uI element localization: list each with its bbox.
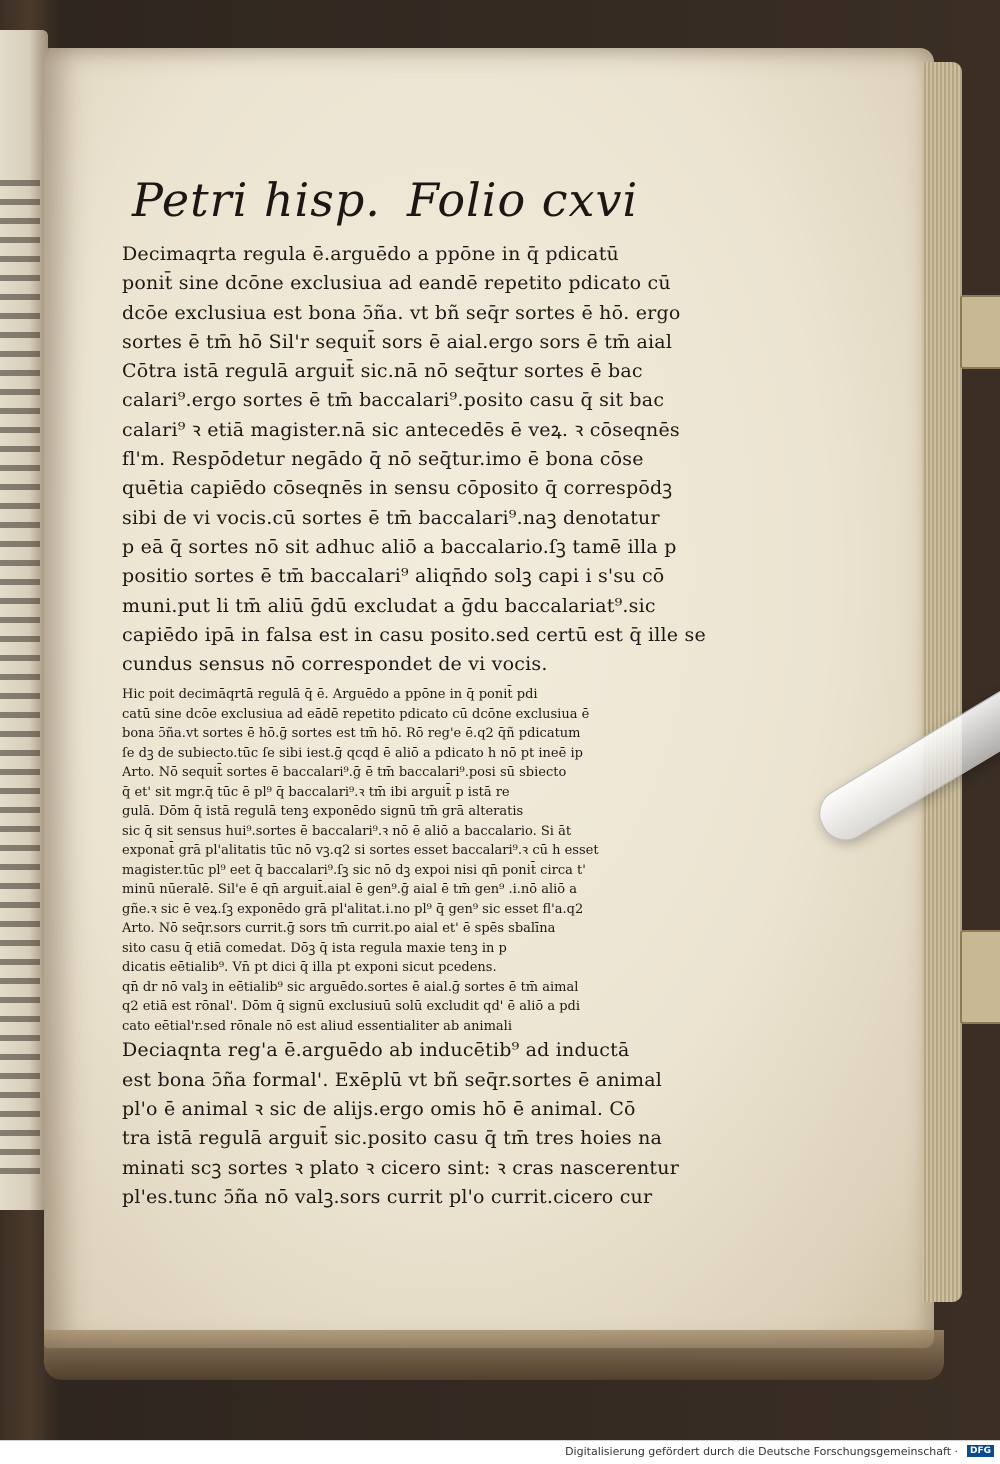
running-head-left: Petri hisp. — [132, 173, 381, 227]
text-line: quētia capiēdo cōseqnēs in sensu cōposito q̄ correspōdꝫ — [122, 477, 673, 500]
text-line: cato eētial'r.sed rōnale nō est aliud essentialiter ab animali — [122, 1018, 512, 1034]
text-line: p eā q̄ sortes nō sit adhuc aliō a baccalario.ſꝫ tamē illa p — [122, 535, 677, 558]
text-line: ponit̄ sine dcōne exclusiua ad eandē repetito pdicato cū — [122, 272, 671, 295]
text-line: calari⁹ ꝛ etiā magister.nā sic antecedēs ē veꝝ. ꝛ cōseqnēs — [122, 418, 680, 441]
text-line: minū nūeralē. Sil'e ē qn̄ arguit̄.aial ē gen⁹.ḡ aial ē tm̄ gen⁹ .i.nō aliō a — [122, 882, 578, 898]
text-line: capiēdo ipā in falsa est in casu posito.sed certū est q̄ ille se — [122, 623, 706, 646]
text-line: cundus sensus nō correspondet de vi vocis. — [122, 653, 548, 676]
text-line: magister.tūc pl⁹ eet q̄ baccalari⁹.ſꝫ sic nō dꝫ expoi nisi qn̄ ponit̄ circa t' — [122, 862, 586, 878]
text-line: qn̄ dr nō valꝫ in eētialib⁹ sic arguēdo.sortes ē aial.ḡ sortes ē tm̄ aimal — [122, 979, 579, 995]
text-line: dicatis eētialib⁹. Vn̄ pt dici q̄ illa pt exponi sicut pcedens. — [122, 960, 497, 976]
fore-edge — [922, 62, 962, 1302]
text-line: catū sine dcōe exclusiua ad eādē repetito pdicato cū dcōne exclusiua ē — [122, 706, 590, 722]
text-line: q2 etiā est rōnal'. Dōm q̄ signū exclusiuū solū excludit qd' ē aliō a pdi — [122, 999, 581, 1015]
text-line: ſe dꝫ de subiecto.tūc ſe sibi iest.ḡ qcqd ē aliō a pdicato h nō pt ineē ip — [122, 745, 583, 761]
clasp-bottom — [960, 930, 1000, 1024]
text-line: pl'es.tunc ɔ̄ña nō valꝫ.sors currit pl'o currit.cicero cur — [122, 1185, 653, 1208]
text-line: q̄ et' sit mgr.q̄ tūc ē pl⁹ q̄ baccalari⁹.ꝛ tm̄ ibi arguit̄ p istā re — [122, 784, 510, 800]
text-line: pl'o ē animal ꝛ sic de alijs.ergo omis hō ē animal. Cō — [122, 1098, 636, 1121]
text-line: Arto. Nō sequit̄ sortes ē baccalari⁹.ḡ ē tm̄ baccalari⁹.posi sū sbiecto — [122, 765, 567, 781]
text-line: sic q̄ sit sensus hui⁹.sortes ē baccalari⁹.ꝛ nō ē aliō a baccalario. Si āt — [122, 823, 572, 839]
text-line: est bona ɔ̄ña formal'. Exēplū vt bñ seq̄r.sortes ē animal — [122, 1068, 663, 1091]
text-line: positio sortes ē tm̄ baccalari⁹ aliqn̄do solꝫ capi i s'su cō — [122, 565, 665, 588]
commentary-small — [122, 685, 712, 1036]
text-line: gñe.ꝛ sic ē veꝝ.ſꝫ exponēdo grā pl'alitat.i.no pl⁹ q̄ gen⁹ sic esset fl'a.q2 — [122, 901, 584, 917]
text-line: fl'm. Respōdetur negādo q̄ nō seq̄tur.imo ē bona cōse — [122, 448, 644, 471]
text-block — [122, 170, 712, 1212]
text-line: Cōtra istā regulā arguit̄ sic.nā nō seq̄tur sortes ē bac — [122, 360, 643, 383]
funding-credit: Digitalisierung gefördert durch die Deutsche Forschungsgemeinschaft · — [565, 1445, 958, 1458]
text-line: bona ɔ̄ña.vt sortes ē hō.ḡ sortes est tm̄ hō. Rō reg'e ē.q2 q̄ñ pdicatum — [122, 726, 581, 742]
text-line: gulā. Dōm q̄ istā regulā tenꝫ exponēdo signū tm̄ grā alteratis — [122, 804, 524, 820]
text-line: Deciaqnta reg'a ē.arguēdo ab inducētib⁹ ad inductā — [122, 1039, 630, 1062]
text-line: minati scꝫ sortes ꝛ plato ꝛ cicero sint: ꝛ cras nascerentur — [122, 1156, 679, 1179]
text-line: tra istā regulā arguit̄ sic.posito casu q̄ tm̄ tres hoies na — [122, 1127, 663, 1150]
left-page-text-fragment — [0, 180, 40, 1180]
text-line: calari⁹.ergo sortes ē tm̄ baccalari⁹.posito casu q̄ sit bac — [122, 389, 665, 412]
text-line: sibi de vi vocis.cū sortes ē tm̄ baccalari⁹.naꝫ denotatur — [122, 506, 660, 529]
text-line: muni.put li tm̄ aliū ḡdū excludat a ḡdu baccalariat⁹.sic — [122, 594, 656, 617]
text-line: sortes ē tm̄ hō Sil'r sequit̄ sors ē aial.ergo sors ē tm̄ aial — [122, 330, 673, 353]
text-line: Arto. Nō seq̄r.sors currit.ḡ sors tm̄ currit.po aial et' ē spēs sbalīna — [122, 921, 556, 937]
left-page-edge — [0, 30, 48, 1210]
binding-bottom-edge — [44, 1330, 944, 1380]
paragraph-large-1 — [122, 240, 712, 679]
text-line: dcōe exclusiua est bona ɔ̄ña. vt bñ seq̄r sortes ē hō. ergo — [122, 301, 681, 324]
clasp-top — [960, 295, 1000, 369]
running-head — [132, 170, 712, 230]
dfg-logo: DFG — [967, 1445, 994, 1457]
paragraph-large-2 — [122, 1036, 712, 1212]
text-line: exponat̄ grā pl'alitatis tūc nō vꝫ.q2 si sortes esset baccalari⁹.ꝛ cū h esset — [122, 843, 599, 859]
text-line: Hic poit decimāqrtā regulā q̄ ē. Arguēdo a ppōne in q̄ ponit̄ pdi — [122, 687, 538, 703]
running-head-right: Folio cxvi — [406, 173, 639, 227]
footer-bar — [0, 1440, 1000, 1464]
text-line: Decimaqrta regula ē.arguēdo a ppōne in q̄ pdicatū — [122, 243, 619, 265]
text-line: sito casu q̄ etiā comedat. Dōꝫ q̄ ista regula maxie tenꝫ in p — [122, 940, 507, 956]
